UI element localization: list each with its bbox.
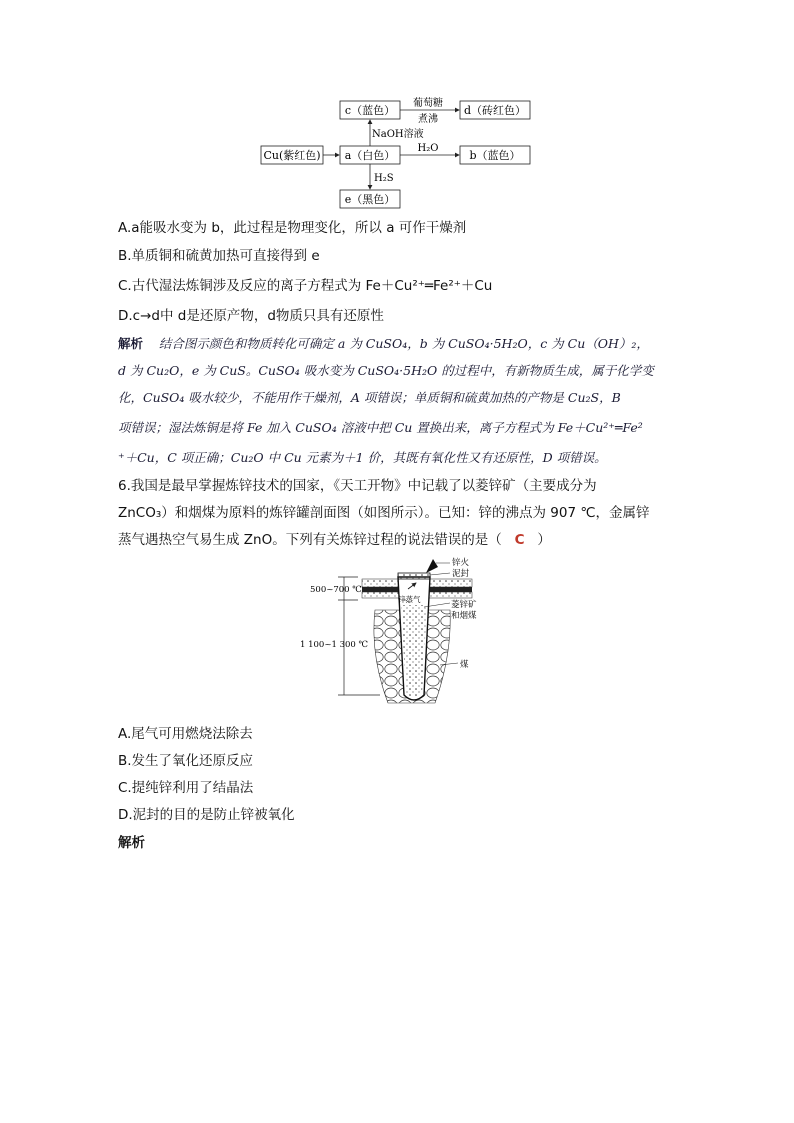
reagent-h2o: H₂O — [417, 143, 439, 154]
q6-stem-line-2: ZnCO₃）和烟煤为原料的炼锌罐剖面图（如图所示）。已知：锌的沸点为 907 ℃，金属锌 — [118, 505, 650, 521]
box-b-label: b（蓝色） — [469, 149, 521, 162]
label-ore-1: 菱锌矿 — [451, 600, 477, 610]
reagent-glucose: 葡萄糖 — [413, 98, 443, 109]
reagent-h2s: H₂S — [374, 173, 394, 184]
label-ore-2: 和烟煤 — [451, 611, 477, 621]
q5-option-b: B.单质铜和硫黄加热可直接得到 e — [118, 248, 320, 264]
temp-top-label: 500~700 ℃ — [310, 585, 362, 595]
zinc-smelting-furnace-figure — [300, 555, 490, 715]
box-cu-label: Cu(紫红色) — [263, 149, 321, 162]
q6-option-d: D.泥封的目的是防止锌被氧化 — [118, 807, 295, 823]
label-mud-seal: 泥封 — [452, 569, 470, 579]
explanation-line-5: ⁺＋Cu，C 项正确；Cu₂O 中 Cu 元素为＋1 价，其既有氧化性又有还原性，D 项错误。 — [118, 450, 607, 465]
q5-option-a: A.a能吸水变为 b，此过程是物理变化，所以 a 可作干燥剂 — [118, 220, 467, 236]
q6-explanation-label: 解析 — [118, 835, 145, 851]
q6-option-a: A.尾气可用燃烧法除去 — [118, 726, 253, 742]
q6-option-b: B.发生了氧化还原反应 — [118, 753, 254, 769]
zinc-fire — [426, 559, 438, 573]
box-e-label: e（黑色） — [344, 193, 396, 206]
explanation-line-2: d 为 Cu₂O，e 为 CuS。CuSO₄ 吸水变为 CuSO₄·5H₂O 的过程中，有新物质生成，属于化学变 — [118, 363, 654, 378]
q6-stem-close: ） — [537, 532, 551, 548]
q6-answer: C — [514, 532, 525, 548]
q5-option-c: C.古代湿法炼铜涉及反应的离子方程式为 Fe＋Cu²⁺═Fe²⁺＋Cu — [118, 278, 493, 294]
temp-bottom-label: 1 100~1 300 ℃ — [300, 640, 368, 650]
q6-stem-line-3 — [118, 530, 551, 550]
label-zinc-vapor: 锌蒸气 — [398, 595, 421, 604]
q5-option-d: D.c→d中 d是还原产物，d物质只具有还原性 — [118, 308, 384, 324]
mud-seal — [398, 573, 430, 579]
explanation-line-4: 项错误；湿法炼铜是将 Fe 加入 CuSO₄ 溶液中把 Cu 置换出来，离子方程式为 Fe＋Cu²⁺═Fe² — [118, 420, 643, 435]
label-coal: 煤 — [460, 660, 469, 670]
reagent-boil: 煮沸 — [418, 114, 438, 125]
box-a-label: a（白色） — [344, 149, 396, 162]
copper-conversion-diagram — [255, 95, 545, 215]
q6-stem-text: 蒸气遇热空气易生成 ZnO。下列有关炼锌过程的说法错误的是（ — [118, 532, 502, 548]
explanation-line-3: 化，CuSO₄ 吸水较少，不能用作干燥剂，A 项错误；单质铜和硫黄加热的产物是 Cu₂S，B — [118, 390, 621, 405]
box-c-label: c（蓝色） — [344, 104, 396, 117]
q6-stem-line-1: 6.我国是最早掌握炼锌技术的国家，《天工开物》中记载了以菱锌矿（主要成分为 — [118, 478, 597, 494]
explanation-label: 解析 — [118, 336, 144, 351]
box-d-label: d（砖红色） — [463, 104, 527, 117]
reagent-naoh: NaOH溶液 — [372, 129, 424, 140]
label-zinc-fire: 锌火 — [452, 558, 470, 568]
explanation-text-1: 结合图示颜色和物质转化可确定 a 为 CuSO₄，b 为 CuSO₄·5H₂O，c 为 Cu（OH）₂， — [158, 336, 649, 351]
q6-option-c: C.提纯锌利用了结晶法 — [118, 780, 254, 796]
explanation-line-1 — [118, 334, 649, 354]
